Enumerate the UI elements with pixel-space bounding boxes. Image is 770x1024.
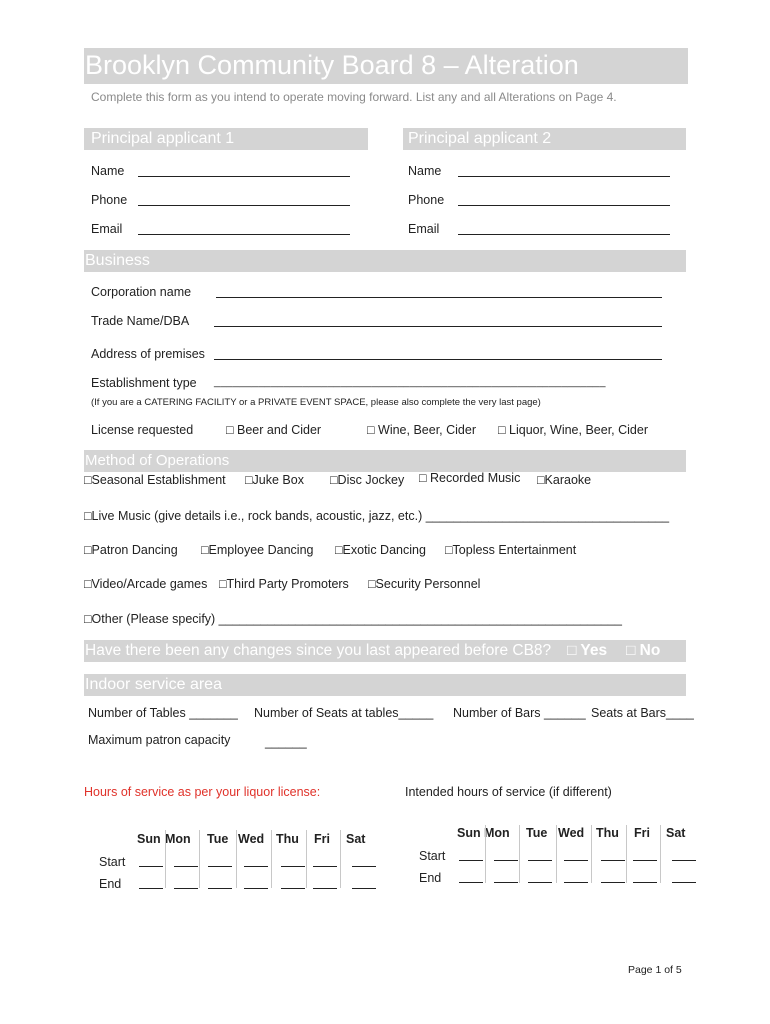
- trade-field[interactable]: [214, 326, 662, 327]
- intended-hours-label: Intended hours of service (if different): [405, 785, 612, 799]
- a1-phone-label: Phone: [91, 193, 128, 207]
- left-day-mon: Mon: [165, 832, 191, 846]
- right-divider-2: [519, 825, 520, 883]
- subtitle: Complete this form as you intend to operate moving forward. List any and all Alterations on Page 4.: [91, 90, 617, 104]
- left-end-thu[interactable]: [281, 888, 305, 889]
- left-divider-2: [199, 830, 200, 888]
- a1-name-field[interactable]: [138, 176, 350, 177]
- seats-bars-field[interactable]: Seats at Bars____: [591, 706, 694, 720]
- right-start-wed[interactable]: [564, 860, 588, 861]
- right-start-fri[interactable]: [633, 860, 657, 861]
- video-arcade-checkbox[interactable]: □Video/Arcade games: [84, 577, 208, 591]
- right-end-label: End: [419, 871, 442, 885]
- exotic-dancing-checkbox[interactable]: □Exotic Dancing: [335, 543, 426, 557]
- left-start-mon[interactable]: [174, 866, 198, 867]
- left-day-fri: Fri: [314, 832, 330, 846]
- corp-field[interactable]: [216, 297, 662, 298]
- left-end-sun[interactable]: [139, 888, 163, 889]
- tables-field[interactable]: Number of Tables _______: [88, 706, 238, 720]
- left-start-wed[interactable]: [244, 866, 268, 867]
- other-checkbox[interactable]: □Other (Please specify) __________________________________________________________: [84, 612, 622, 626]
- license-label: License requested: [91, 423, 194, 437]
- right-end-sun[interactable]: [459, 882, 483, 883]
- seats-tables-field[interactable]: Number of Seats at tables_____: [254, 706, 434, 720]
- left-end-tue[interactable]: [208, 888, 232, 889]
- right-day-wed: Wed: [558, 826, 585, 840]
- changes-question: Have there been any changes since you last appeared before CB8?: [85, 642, 552, 659]
- applicant-2-title: Principal applicant 2: [408, 130, 552, 147]
- operations-title: Method of Operations: [85, 452, 230, 469]
- right-divider-5: [626, 825, 627, 883]
- right-start-sat[interactable]: [672, 860, 696, 861]
- topless-checkbox[interactable]: □Topless Entertainment: [445, 543, 577, 557]
- a2-phone-label: Phone: [408, 193, 445, 207]
- left-start-thu[interactable]: [281, 866, 305, 867]
- patron-dancing-checkbox[interactable]: □Patron Dancing: [84, 543, 178, 557]
- capacity-label: Maximum patron capacity: [88, 733, 231, 747]
- right-start-tue[interactable]: [528, 860, 552, 861]
- applicant-1-title: Principal applicant 1: [91, 130, 235, 147]
- left-end-fri[interactable]: [313, 888, 337, 889]
- estab-field[interactable]: ______________________________________________________________: [214, 376, 606, 388]
- left-end-label: End: [99, 877, 122, 891]
- bars-field[interactable]: Number of Bars ______: [453, 706, 586, 720]
- trade-label: Trade Name/DBA: [91, 314, 190, 328]
- left-day-tue: Tue: [207, 832, 229, 846]
- business-title: Business: [85, 252, 150, 269]
- corp-label: Corporation name: [91, 285, 192, 299]
- address-field[interactable]: [214, 359, 662, 360]
- right-divider-3: [556, 825, 557, 883]
- right-end-mon[interactable]: [494, 882, 518, 883]
- a1-phone-field[interactable]: [138, 205, 350, 206]
- left-divider-4: [271, 830, 272, 888]
- left-day-wed: Wed: [238, 832, 265, 846]
- catering-note: (If you are a CATERING FACILITY or a PRIVATE EVENT SPACE, please also complete the very last page): [91, 397, 541, 408]
- recorded-music-checkbox[interactable]: □ Recorded Music: [419, 471, 521, 485]
- seasonal-checkbox[interactable]: □Seasonal Establishment: [84, 473, 226, 487]
- left-start-sat[interactable]: [352, 866, 376, 867]
- left-divider-6: [340, 830, 341, 888]
- right-divider-4: [591, 825, 592, 883]
- a2-name-label: Name: [408, 164, 442, 178]
- karaoke-checkbox[interactable]: □Karaoke: [537, 473, 592, 487]
- right-end-thu[interactable]: [601, 882, 625, 883]
- left-divider-1: [165, 830, 166, 888]
- jukebox-checkbox[interactable]: □Juke Box: [245, 473, 304, 487]
- right-end-wed[interactable]: [564, 882, 588, 883]
- third-party-checkbox[interactable]: □Third Party Promoters: [219, 577, 349, 591]
- left-divider-3: [236, 830, 237, 888]
- security-checkbox[interactable]: □Security Personnel: [368, 577, 481, 591]
- right-divider-6: [660, 825, 661, 883]
- left-start-fri[interactable]: [313, 866, 337, 867]
- changes-yes[interactable]: □ Yes: [567, 642, 608, 659]
- address-label: Address of premises: [91, 347, 205, 361]
- a1-email-label: Email: [91, 222, 123, 236]
- estab-label: Establishment type: [91, 376, 197, 390]
- right-day-sun: Sun: [457, 826, 481, 840]
- left-end-sat[interactable]: [352, 888, 376, 889]
- right-day-fri: Fri: [634, 826, 650, 840]
- dj-checkbox[interactable]: □Disc Jockey: [330, 473, 405, 487]
- page-number: Page 1 of 5: [628, 964, 682, 976]
- left-start-tue[interactable]: [208, 866, 232, 867]
- employee-dancing-checkbox[interactable]: □Employee Dancing: [201, 543, 314, 557]
- license-liquor[interactable]: □ Liquor, Wine, Beer, Cider: [498, 423, 648, 437]
- license-beer-cider[interactable]: □ Beer and Cider: [226, 423, 322, 437]
- right-start-label: Start: [419, 849, 446, 863]
- left-day-sat: Sat: [346, 832, 366, 846]
- license-wine-beer-cider[interactable]: □ Wine, Beer, Cider: [367, 423, 476, 437]
- right-end-tue[interactable]: [528, 882, 552, 883]
- left-divider-5: [306, 830, 307, 888]
- changes-no[interactable]: □ No: [626, 642, 661, 659]
- right-day-sat: Sat: [666, 826, 686, 840]
- right-day-thu: Thu: [596, 826, 619, 840]
- indoor-title: Indoor service area: [85, 676, 222, 693]
- left-end-wed[interactable]: [244, 888, 268, 889]
- page-title: Brooklyn Community Board 8 – Alteration: [85, 50, 579, 80]
- left-end-mon[interactable]: [174, 888, 198, 889]
- right-start-thu[interactable]: [601, 860, 625, 861]
- left-start-sun[interactable]: [139, 866, 163, 867]
- right-end-sat[interactable]: [672, 882, 696, 883]
- right-day-mon: Mon: [484, 826, 510, 840]
- live-music-checkbox[interactable]: □Live Music (give details i.e., rock bands, acoustic, jazz, etc.) ___________________________________: [84, 509, 670, 523]
- right-start-sun[interactable]: [459, 860, 483, 861]
- business-bar: [84, 250, 686, 272]
- a1-email-field[interactable]: [138, 234, 350, 235]
- a2-email-field[interactable]: [458, 234, 670, 235]
- right-divider-1: [485, 825, 486, 883]
- left-day-sun: Sun: [137, 832, 161, 846]
- left-day-thu: Thu: [276, 832, 299, 846]
- right-day-tue: Tue: [526, 826, 548, 840]
- liquor-hours-label: Hours of service as per your liquor license:: [84, 785, 321, 799]
- left-start-label: Start: [99, 855, 126, 869]
- capacity-field[interactable]: ______: [265, 735, 307, 749]
- a2-email-label: Email: [408, 222, 440, 236]
- right-end-fri[interactable]: [633, 882, 657, 883]
- right-start-mon[interactable]: [494, 860, 518, 861]
- a2-name-field[interactable]: [458, 176, 670, 177]
- a2-phone-field[interactable]: [458, 205, 670, 206]
- a1-name-label: Name: [91, 164, 125, 178]
